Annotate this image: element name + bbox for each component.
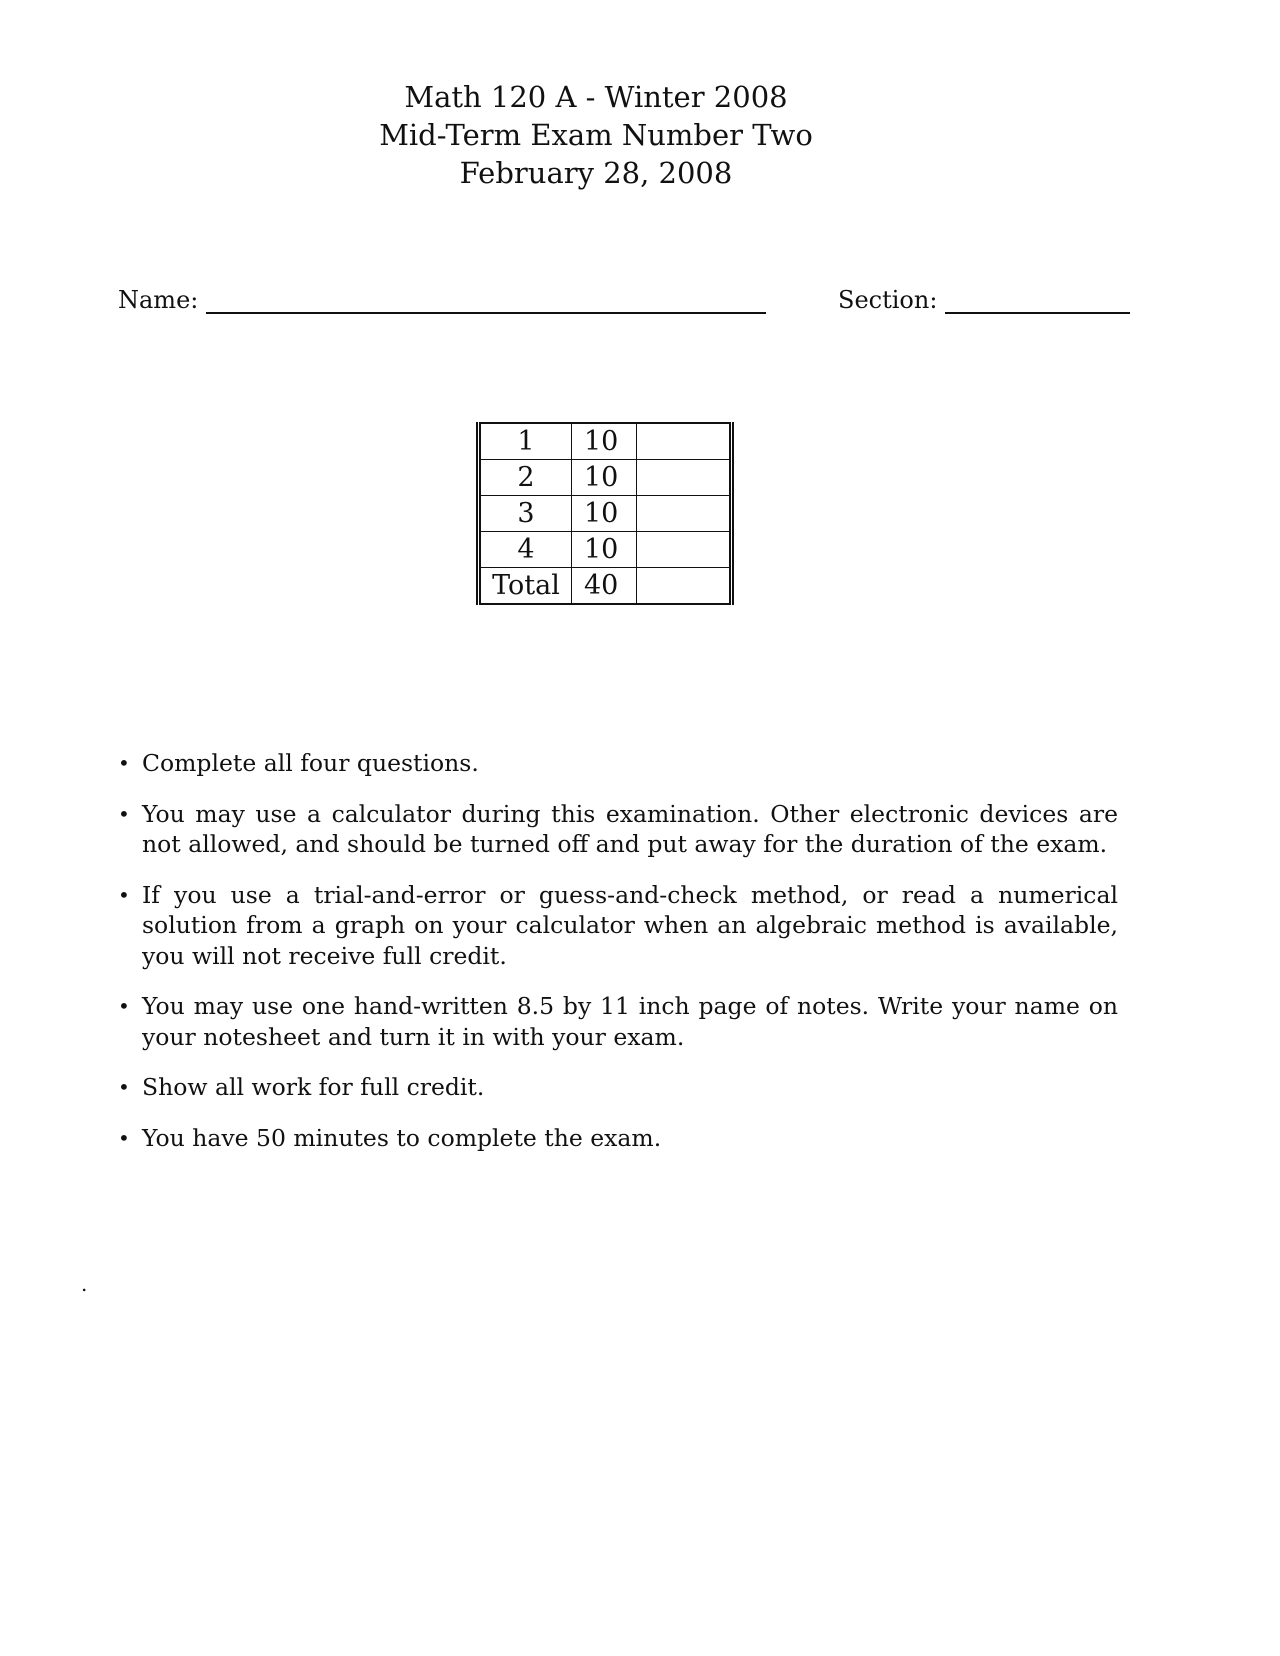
table-row-total (479, 568, 732, 605)
question-number-cell: 4 (479, 532, 572, 568)
table-row (479, 496, 732, 532)
total-label-cell: Total (479, 568, 572, 605)
instruction-text: Show all work for full credit. (142, 1073, 485, 1101)
instruction-text: You have 50 minutes to complete the exam. (142, 1123, 662, 1152)
exam-title: Mid-Term Exam Number Two (379, 118, 813, 152)
instruction-text: You may use a calculator during this examination. Other electronic devices are not allowed, and should be turned off and put away for the duration of the exam. (142, 799, 1118, 858)
bullet-icon: • (118, 1125, 130, 1150)
bullet-icon: • (118, 801, 130, 826)
list-item (118, 991, 1118, 1052)
bullet-icon: • (118, 994, 130, 1018)
table-row (479, 423, 732, 460)
stray-dot-mark: . (81, 1272, 88, 1296)
name-field (118, 284, 766, 314)
question-number-cell: 2 (479, 460, 572, 496)
score-cell (637, 460, 732, 496)
list-item (118, 1123, 1118, 1154)
score-cell (637, 532, 732, 568)
total-points-cell: 40 (572, 568, 637, 605)
question-number-cell: 1 (479, 423, 572, 460)
score-table (476, 422, 734, 605)
list-item (118, 880, 1118, 972)
list-item (118, 1072, 1118, 1103)
bullet-icon: • (118, 1075, 130, 1099)
bullet-icon: • (118, 751, 130, 775)
points-possible-cell: 10 (572, 423, 637, 460)
instruction-text: You may use one hand-written 8.5 by 11 inch page of notes. Write your name on your notesheet and turn it in with your exam. (142, 992, 1118, 1051)
score-cell (637, 496, 732, 532)
section-blank-line[interactable] (945, 290, 1130, 314)
instruction-text: Complete all four questions. (142, 749, 479, 777)
instructions-list (118, 748, 1118, 1173)
points-possible-cell: 10 (572, 532, 637, 568)
question-number-cell: 3 (479, 496, 572, 532)
table-row (479, 460, 732, 496)
name-label: Name: (118, 286, 199, 314)
instruction-text: If you use a trial-and-error or guess-and-check method, or read a numerical solution from a graph on your calculator when an algebraic method is available, you will not receive full credit. (142, 880, 1118, 970)
list-item (118, 799, 1118, 860)
section-label: Section: (838, 286, 938, 314)
name-blank-line[interactable] (206, 290, 766, 314)
exam-header (0, 78, 1192, 192)
score-cell (637, 423, 732, 460)
points-possible-cell: 10 (572, 496, 637, 532)
exam-date: February 28, 2008 (459, 156, 733, 190)
table-row (479, 532, 732, 568)
bullet-icon: • (118, 882, 130, 907)
points-possible-cell: 10 (572, 460, 637, 496)
course-title: Math 120 A - Winter 2008 (404, 80, 788, 114)
list-item (118, 748, 1118, 779)
total-score-cell (637, 568, 732, 605)
section-field (838, 284, 1130, 314)
